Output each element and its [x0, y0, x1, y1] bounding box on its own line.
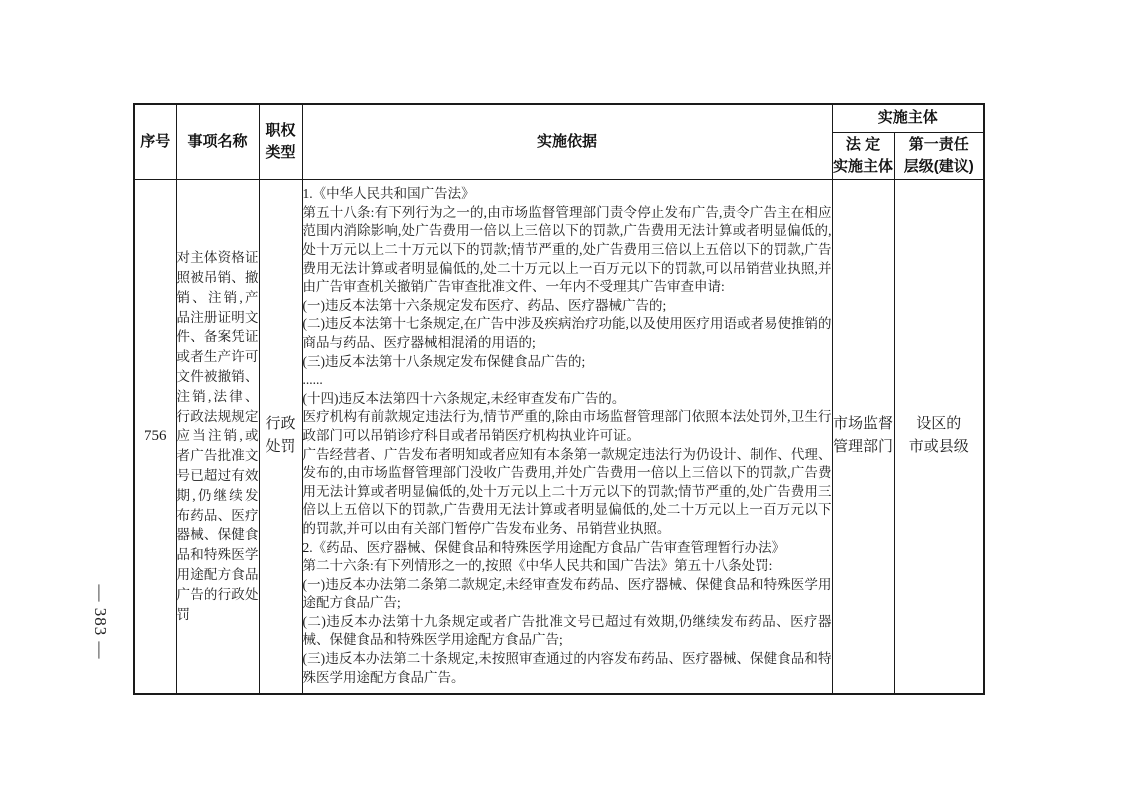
authority-type-line2: 处罚: [265, 439, 296, 456]
basis-paragraph: (十四)违反本法第四十六条规定,未经审查发布广告的。: [302, 390, 626, 406]
header-legal-subject-line1: 法 定: [845, 135, 881, 153]
basis-paragraph: 1.《中华人民共和国广告法》: [302, 186, 475, 202]
authority-type-line1: 行政: [265, 416, 296, 433]
basis-paragraph: 医疗机构有前款规定违法行为,情节严重的,除由市场监督管理部门依照本法处罚外,卫生行政部门可以吊销诊疗科目或者吊销医疗机构执业许可证。: [302, 409, 832, 443]
basis-paragraph: (二)违反本法第十七条规定,在广告中涉及疾病治疗功能,以及使用医疗用语或者易使推销的商品与药品、医疗器械相混淆的用语的;: [302, 316, 832, 350]
legal-subject-line1: 市场监督: [832, 416, 893, 433]
authority-matters-table: [133, 103, 985, 695]
header-authority-type: [259, 104, 302, 179]
header-basis: 实施依据: [302, 104, 832, 179]
header-item-name: 事项名称: [176, 104, 259, 179]
cell-authority-type: [259, 179, 302, 694]
header-row-top: [134, 104, 984, 132]
page-number: — 383 —: [91, 584, 110, 660]
header-authority-type-line2: 类型: [265, 143, 296, 161]
header-subject-group: 实施主体: [832, 104, 984, 132]
cell-legal-subject: [832, 179, 894, 694]
item-name-text: 对主体资格证照被吊销、撤销、注销,产品注册证明文件、备案凭证或者生产许可文件被撤销、注销,法律、行政法规规定应当注销,或者广告批准文号已超过有效期,仍继续发布药品、医疗器械、保健食品和特殊医学用途配方食品广告的行政处罚: [176, 250, 259, 622]
basis-paragraph: 第五十八条:有下列行为之一的,由市场监督管理部门责令停止发布广告,责令广告主在相应范围内消除影响,处广告费用一倍以上三倍以下的罚款,广告费用无法计算或者明显偏低的,处十万元以上二十万元以下的罚款;情节严重的,处广告费用三倍以上五倍以下的罚款,广告费用无法计算或者明显偏低的,处二十万元以上一百万元以下的罚款,可以吊销营业执照,并由广告审查机关撤销广告审查批准文件、一年内不受理其广告审查申请:: [302, 204, 832, 295]
header-authority-type-line1: 职权: [265, 121, 296, 139]
header-responsibility-line1: 第一责任: [908, 135, 969, 153]
basis-paragraph: 广告经营者、广告发布者明知或者应知有本条第一款规定违法行为仍设计、制作、代理、发布的,由市场监督管理部门没收广告费用,并处广告费用一倍以上三倍以下的罚款,广告费用无法计算或者明显偏低的,处十万元以上二十万元以下的罚款;情节严重的,处广告费用三倍以上五倍以下的罚款,广告费用无法计算或者明显偏低的,处二十万元以上一百万元以下的罚款,并可以由有关部门暂停广告发布业务、吊销营业执照。: [302, 446, 832, 536]
basis-paragraph: 第二十六条:有下列情形之一的,按照《中华人民共和国广告法》第五十八条处罚:: [302, 558, 773, 574]
header-responsibility-level: [894, 132, 984, 179]
header-legal-subject-line2: 实施主体: [832, 157, 893, 175]
header-responsibility-line2: 层级(建议): [903, 157, 974, 175]
basis-paragraph: 2.《药品、医疗器械、保健食品和特殊医学用途配方食品广告审查管理暂行办法》: [302, 539, 786, 555]
basis-paragraph: (三)违反本法第十八条规定发布保健食品广告的;: [302, 353, 586, 369]
cell-serial: 756: [134, 179, 176, 694]
basis-paragraph: (三)违反本办法第二十条规定,未按照审查通过的内容发布药品、医疗器械、保健食品和特殊医学用途配方食品广告。: [302, 651, 832, 685]
basis-paragraph: (二)违反本办法第十九条规定或者广告批准文号已超过有效期,仍继续发布药品、医疗器械、保健食品和特殊医学用途配方食品广告;: [302, 613, 832, 648]
header-legal-subject: [832, 132, 894, 179]
responsibility-line1: 设区的: [916, 416, 962, 433]
basis-paragraph: (一)违反本法第十六条规定发布医疗、药品、医疗器械广告的;: [302, 297, 667, 313]
cell-responsibility-level: [894, 179, 984, 694]
legal-subject-line2: 管理部门: [832, 439, 893, 456]
cell-basis: [302, 179, 832, 694]
basis-paragraph: ......: [302, 372, 323, 388]
table-row: [134, 179, 984, 694]
cell-item-name: [176, 179, 259, 694]
responsibility-line2: 市或县级: [908, 439, 969, 456]
basis-paragraph: (一)违反本办法第二条第二款规定,未经审查发布药品、医疗器械、保健食品和特殊医学用途配方食品广告;: [302, 576, 832, 611]
header-serial: 序号: [134, 104, 176, 179]
